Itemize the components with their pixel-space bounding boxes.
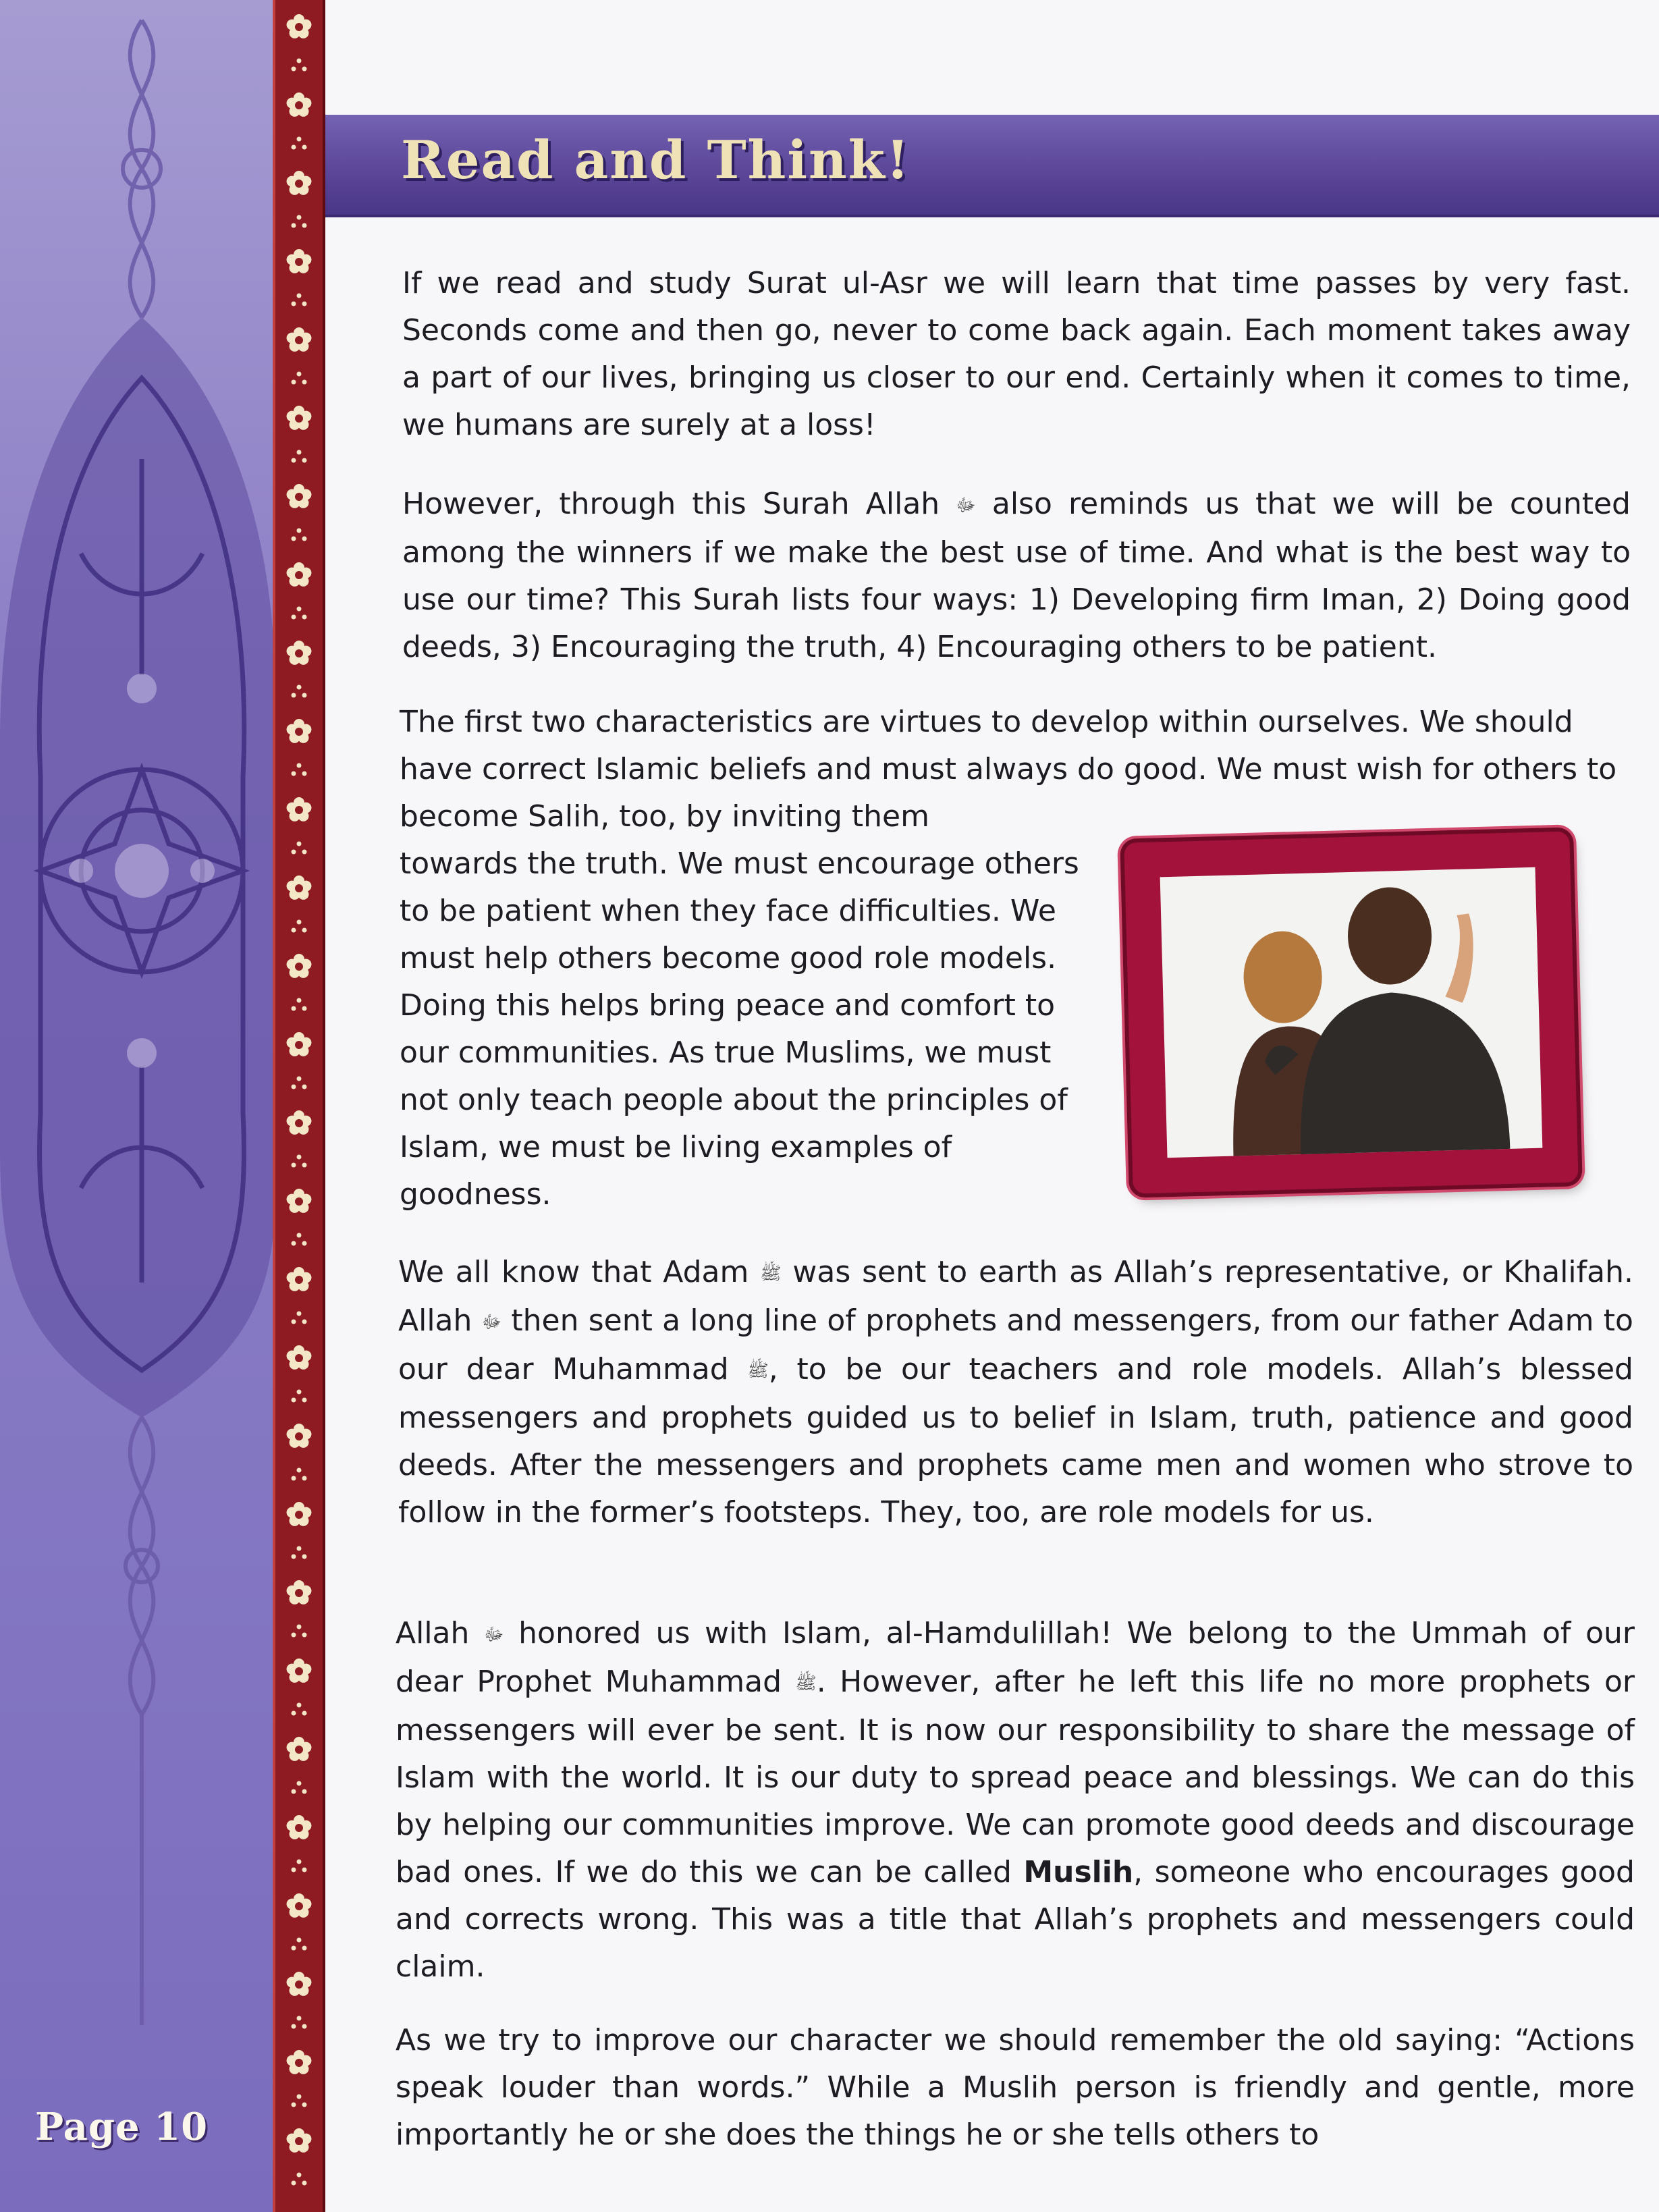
dot-cluster-icon	[292, 2173, 307, 2186]
page-title: Read and Think!	[401, 130, 911, 191]
flower-icon	[287, 1032, 312, 1056]
flower-icon	[287, 1424, 312, 1448]
honorific-prophet-icon: ﷺ	[795, 1673, 817, 1694]
flower-icon	[287, 1110, 312, 1135]
flower-pattern	[275, 0, 323, 2212]
flower-icon	[287, 641, 312, 665]
dot-cluster-icon	[292, 1938, 307, 1951]
dot-cluster-icon	[292, 2095, 307, 2107]
flower-icon	[287, 1815, 312, 1839]
paragraph-4-part-d: , to be our teachers and role models. Allah’s blessed messengers and prophets guided us to belief in Islam, truth, patience and good deeds. After the messengers and prophets came men and women who strove to follow in the former’s footsteps. They, too, are role models for us.	[398, 1352, 1633, 1530]
dot-cluster-icon	[292, 450, 307, 463]
dot-cluster-icon	[292, 763, 307, 776]
dot-cluster-icon	[292, 1077, 307, 1089]
flower-icon	[287, 14, 312, 38]
dot-cluster-icon	[292, 1703, 307, 1716]
paragraph-3-wrapped: towards the truth. We must encourage others to be patient when they face difficulties. We must help others become good role models. Doing this helps bring peace and comfort to our communities. As true Muslims, we must not only teach people about the principles of Islam, we must be living examples of goodness.	[400, 846, 1079, 1212]
dot-cluster-icon	[292, 294, 307, 306]
paragraph-5-part-b: honored us with Islam, al-Hamdulillah! We belong to the Ummah of our dear Prophet Muhammad	[396, 1616, 1635, 1699]
dot-cluster-icon	[292, 1155, 307, 1168]
paragraph-4-part-c: then sent a long line of prophets and messengers, from our father Adam to our dear Muhammad	[398, 1303, 1633, 1386]
flower-icon	[287, 1267, 312, 1291]
dot-cluster-icon	[292, 1312, 307, 1324]
flower-icon	[287, 797, 312, 821]
flower-icon	[287, 875, 312, 900]
dot-cluster-icon	[292, 998, 307, 1011]
flower-icon	[287, 171, 312, 195]
paragraph-4-part-b: was sent to earth as Allah’s representative, or Khalifah. Allah	[398, 1255, 1633, 1338]
paragraph-1: If we read and study Surat ul-Asr we will learn that time passes by very fast. Seconds come and then go, never to come back again. Each moment takes away a part of our lives, bringing us closer to our end. Certainly when it comes to time, we humans are surely at a loss!	[402, 266, 1631, 442]
flower-icon	[287, 249, 312, 273]
flower-icon	[287, 1345, 312, 1370]
paragraph-3-top: The first two characteristics are virtues to develop within ourselves. We should have correct Islamic beliefs and must always do good. We must wish for others to become Salih, too, by inviting them	[400, 705, 1617, 834]
paragraph-4	[398, 1249, 1633, 1536]
dot-cluster-icon	[292, 685, 307, 698]
dot-cluster-icon	[292, 1625, 307, 1638]
flower-icon	[287, 406, 312, 430]
flower-icon	[287, 1737, 312, 1761]
flower-icon	[287, 1502, 312, 1526]
decorative-border-strip	[273, 0, 325, 2212]
flower-icon	[287, 954, 312, 978]
dot-cluster-icon	[292, 920, 307, 933]
muslih-term: Muslih	[1023, 1855, 1134, 1889]
dot-cluster-icon	[292, 1468, 307, 1481]
dot-cluster-icon	[292, 215, 307, 228]
paragraph-4-part-a: We all know that Adam	[398, 1255, 749, 1289]
paragraph-5	[396, 1610, 1635, 1991]
flower-icon	[287, 484, 312, 508]
flower-icon	[287, 1893, 312, 1918]
page-number: Page 10	[35, 2105, 209, 2149]
honorific-adam-icon: ﷺ	[760, 1264, 782, 1284]
flower-icon	[287, 1580, 312, 1604]
dot-cluster-icon	[292, 1233, 307, 1246]
honorific-allah-icon: ﷻ	[481, 1312, 502, 1332]
flower-icon	[287, 92, 312, 117]
dot-cluster-icon	[292, 59, 307, 72]
flower-icon	[287, 1658, 312, 1683]
dot-cluster-icon	[292, 2016, 307, 2029]
flower-icon	[287, 2050, 312, 2074]
paragraph-6: As we try to improve our character we should remember the old saying: “Actions speak louder than words.” While a Muslih person is friendly and gentle, more importantly he or she does the things he or she tells others to	[396, 2023, 1635, 2152]
paragraph-2-part-b: also reminds us that we will be counted among the winners if we make the best use of time. And what is the best way to use our time? This Surah lists four ways: 1) Developing firm Iman, 2) Doing good deeds, 3) Encouraging the truth, 4) Encouraging others to be patient.	[402, 487, 1631, 664]
father-and-son-photo	[1124, 831, 1578, 1193]
paragraph-5-part-d: , someone who encourages good and corrects wrong. This was a title that Allah’s prophets and messengers could claim.	[396, 1855, 1635, 1984]
paragraph-2-part-a: However, through this Surah Allah	[402, 487, 940, 521]
honorific-allah-icon: ﷻ	[956, 495, 976, 516]
dot-cluster-icon	[292, 1781, 307, 1794]
honorific-prophet-icon: ﷺ	[747, 1361, 769, 1381]
decorative-side-panel	[0, 0, 273, 2212]
title-banner	[325, 115, 1659, 217]
paragraph-2	[402, 481, 1631, 671]
framed-photo	[1124, 831, 1578, 1193]
dot-cluster-icon	[292, 842, 307, 855]
dot-cluster-icon	[292, 1860, 307, 1872]
flower-icon	[287, 719, 312, 743]
dot-cluster-icon	[292, 1546, 307, 1559]
paragraph-5-part-c: . However, after he left this life no more prophets or messengers will ever be sent. It is now our responsibility to share the message of Islam with the world. It is our duty to spread peace and blessings. We can do this by helping our communities improve. We can promote good deeds and discourage bad ones. If we do this we can be called	[396, 1665, 1635, 1889]
arabesque-ornament	[0, 0, 273, 2212]
honorific-allah-icon: ﷻ	[484, 1625, 504, 1645]
dot-cluster-icon	[292, 1390, 307, 1403]
flower-icon	[287, 327, 312, 352]
paragraph-5-part-a: Allah	[396, 1616, 470, 1650]
dot-cluster-icon	[292, 372, 307, 385]
flower-icon	[287, 1189, 312, 1213]
flower-icon	[287, 1972, 312, 1996]
dot-cluster-icon	[292, 529, 307, 541]
flower-icon	[287, 562, 312, 587]
dot-cluster-icon	[292, 607, 307, 620]
flower-icon	[287, 2128, 312, 2153]
dot-cluster-icon	[292, 137, 307, 150]
